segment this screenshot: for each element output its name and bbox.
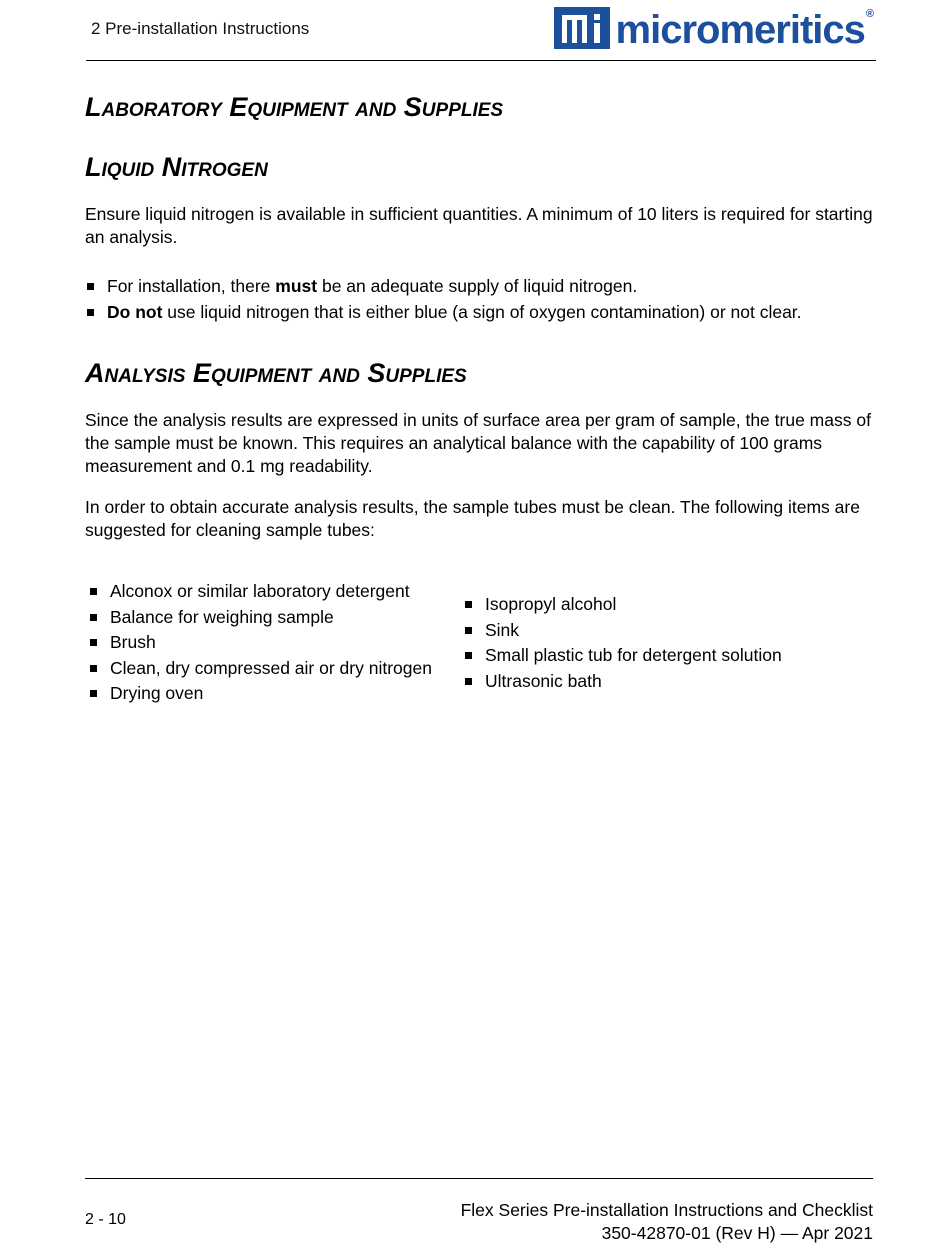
bullet-square-icon: [90, 665, 97, 672]
bullet-square-icon: [87, 309, 94, 316]
page-header: [86, 0, 876, 61]
footer-doc-id: 350-42870-01 (Rev H) — Apr 2021: [601, 1223, 873, 1243]
bullet-square-icon: [465, 627, 472, 634]
section-heading-liquid-nitrogen: Liquid Nitrogen: [85, 152, 268, 182]
footer-document-info: [461, 1199, 873, 1245]
list-item: Drying oven: [88, 681, 432, 707]
list-item: Alconox or similar laboratory detergent: [88, 579, 432, 605]
list-item: For installation, there must be an adequate supply of liquid nitrogen.: [85, 274, 802, 300]
bullet-square-icon: [90, 588, 97, 595]
cleaning-items-left: [88, 579, 432, 707]
bullet-square-icon: [90, 614, 97, 621]
list-item: Small plastic tub for detergent solution: [463, 643, 782, 669]
list-item: Isopropyl alcohol: [463, 592, 782, 618]
logo-wordmark: micromeritics: [615, 8, 865, 52]
logo-registered-mark: ®: [865, 8, 874, 20]
list-item: Sink: [463, 618, 782, 644]
analysis-paragraph-2: In order to obtain accurate analysis results, the sample tubes must be clean. The following items are suggested for cleaning sample tubes:: [85, 497, 860, 540]
list-item: Ultrasonic bath: [463, 669, 782, 695]
liquid-nitrogen-bullets: [85, 274, 802, 325]
cleaning-items-right: [463, 592, 782, 694]
list-item: Clean, dry compressed air or dry nitrogen: [88, 656, 432, 682]
bullet-square-icon: [465, 601, 472, 608]
bullet-square-icon: [87, 283, 94, 290]
footer-doc-title: Flex Series Pre-installation Instructions and Checklist: [460, 1200, 873, 1220]
header-section-title: 2 Pre-installation Instructions: [91, 19, 310, 38]
list-item: Brush: [88, 630, 432, 656]
bullet-square-icon: [90, 690, 97, 697]
page-number: 2 - 10: [85, 1211, 126, 1228]
bullet-square-icon: [465, 678, 472, 685]
bullet-square-icon: [465, 652, 472, 659]
page-footer: [85, 1178, 873, 1255]
section-heading-analysis-equipment: Analysis Equipment and Supplies: [85, 358, 467, 388]
micromeritics-logo: [554, 6, 874, 50]
page-title: Laboratory Equipment and Supplies: [85, 92, 504, 122]
logo-mark-icon: [554, 7, 610, 49]
list-item: Do not use liquid nitrogen that is either blue (a sign of oxygen contamination) or not clear.: [85, 300, 802, 326]
bullet-square-icon: [90, 639, 97, 646]
list-item: Balance for weighing sample: [88, 605, 432, 631]
liquid-nitrogen-intro: Ensure liquid nitrogen is available in sufficient quantities. A minimum of 10 liters is required for starting an analysis.: [85, 204, 873, 247]
analysis-paragraph-1: Since the analysis results are expressed in units of surface area per gram of sample, the true mass of the sample must be known. This requires an analytical balance with the capability of 100 grams measurement and 0.1 mg readability.: [85, 410, 871, 476]
